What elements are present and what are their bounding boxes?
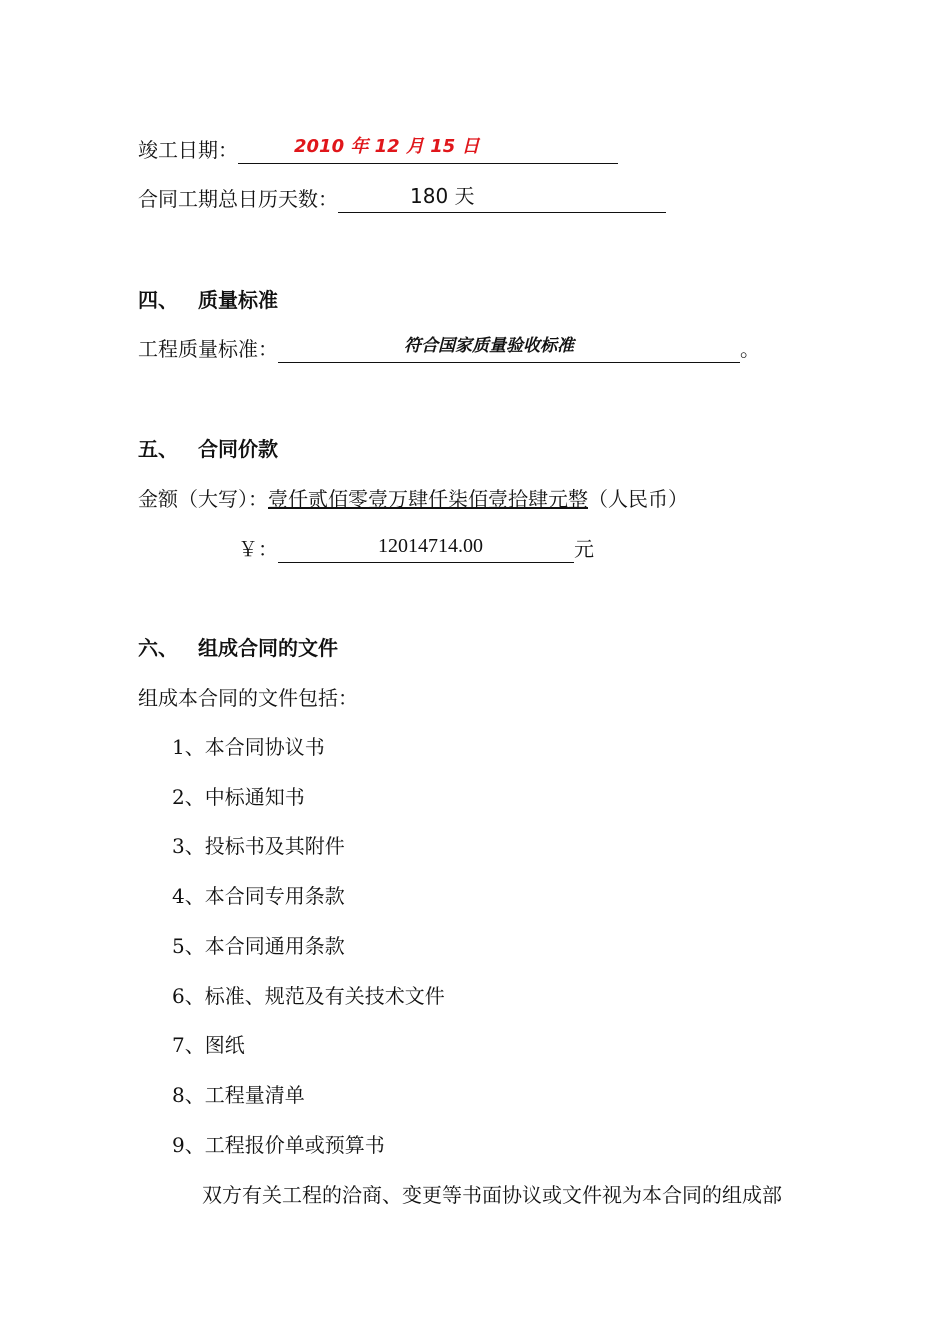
closing-paragraph: 双方有关工程的洽商、变更等书面协议或文件视为本合同的组成部 [202, 1183, 782, 1207]
quality-standard-suffix: 。 [740, 337, 760, 361]
list-item: 4、本合同专用条款 [172, 884, 345, 908]
amount-words-suffix: （人民币） [588, 487, 688, 511]
amount-words-value: 壹仟贰佰零壹万肆仟柒佰壹拾肆元整 [268, 487, 588, 511]
section-4-heading [138, 286, 278, 314]
amount-figure-value: 12014714.00 [378, 535, 483, 557]
amount-figure-label: ￥： [238, 537, 278, 561]
duration-field [338, 184, 666, 213]
quality-standard-value: 符合国家质量验收标准 [404, 336, 574, 356]
list-item: 5、本合同通用条款 [172, 934, 345, 958]
list-item: 3、投标书及其附件 [172, 834, 345, 858]
list-item: 2、中标通知书 [172, 785, 305, 809]
section-5-heading [138, 435, 278, 463]
list-item: 1、本合同协议书 [172, 735, 325, 759]
completion-date-label: 竣工日期： [138, 138, 238, 162]
quality-standard-row [138, 335, 760, 363]
list-item: 6、标准、规范及有关技术文件 [172, 984, 445, 1008]
quality-standard-field [278, 338, 740, 363]
section-6-heading [138, 634, 338, 662]
section-4-title: 质量标准 [198, 288, 278, 312]
duration-label: 合同工期总日历天数： [138, 187, 338, 211]
list-item: 8、工程量清单 [172, 1083, 305, 1107]
duration-row [138, 185, 666, 213]
amount-words-row [138, 485, 688, 513]
quality-standard-label: 工程质量标准： [138, 337, 278, 361]
section-5-number: 五、 [138, 437, 178, 461]
amount-figure-suffix: 元 [574, 537, 594, 561]
section-5-title: 合同价款 [198, 437, 278, 461]
list-item: 9、工程报价单或预算书 [172, 1133, 385, 1157]
completion-date-value: 2010 年 12 月 15 日 [294, 136, 480, 157]
section-6-number: 六、 [138, 636, 178, 660]
amount-figure-field [278, 535, 574, 563]
list-item: 7、图纸 [172, 1033, 245, 1057]
completion-date-row [138, 136, 618, 164]
amount-words-label: 金额（大写）： [138, 487, 268, 511]
duration-value: 180 天 [410, 184, 475, 208]
documents-intro: 组成本合同的文件包括： [138, 686, 358, 710]
completion-date-field [238, 136, 618, 164]
section-6-title: 组成合同的文件 [198, 636, 338, 660]
section-4-number: 四、 [138, 288, 178, 312]
amount-figure-row [238, 535, 594, 563]
